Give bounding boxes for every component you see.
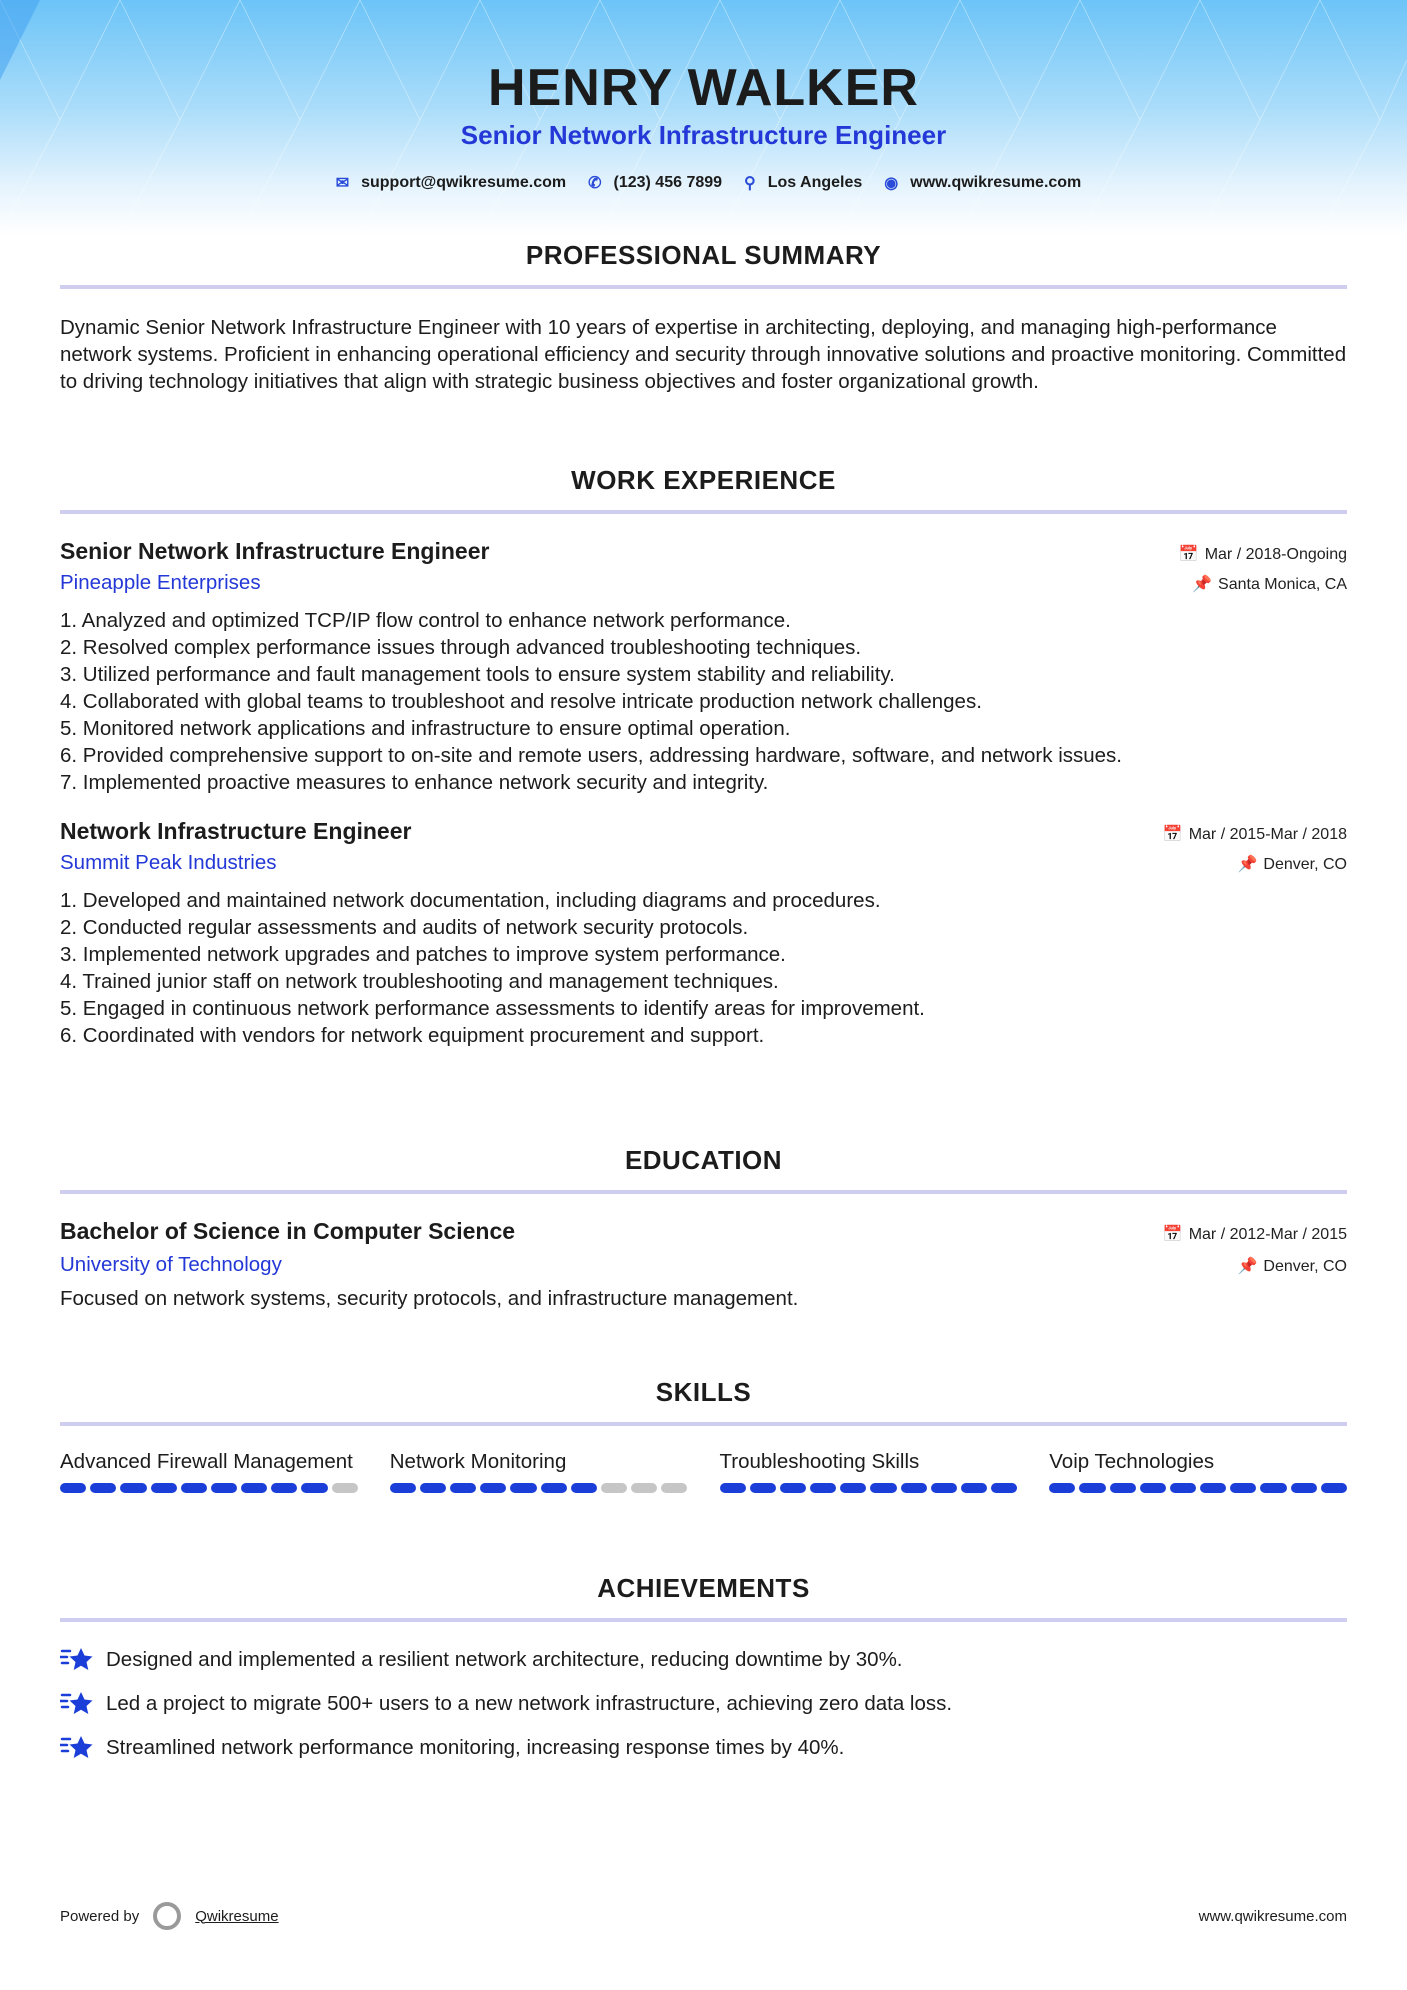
divider [60,1618,1347,1622]
skill-level-bar [390,1483,688,1493]
work-section [60,465,1347,1049]
footer [60,1902,1347,1930]
skill-segment [541,1483,567,1493]
job-title: Senior Network Infrastructure Engineer [60,538,490,564]
contact-phone: (123) 456 7899 [613,174,723,191]
edu-date: Mar / 2012-Mar / 2015 [1188,1226,1347,1243]
achievement-item [60,1682,1347,1726]
skill-level-bar [60,1483,358,1493]
divider [60,285,1347,289]
star-icon [60,1689,94,1719]
skill-segment [151,1483,177,1493]
skill-segment [1079,1483,1105,1493]
company-name: Summit Peak Industries [60,851,277,874]
skill-segment [720,1483,746,1493]
edu-description: Focused on network systems, security protocols, and infrastructure management. [60,1287,799,1310]
skill-segment [120,1483,146,1493]
pin-icon: 📌 [1237,1258,1258,1275]
skill-name: Troubleshooting Skills [719,1450,920,1473]
list-item: 6. Coordinated with vendors for network equipment procurement and support. [60,1024,765,1047]
skill-segment [241,1483,267,1493]
list-item: 7. Implemented proactive measures to enhance network security and integrity. [60,771,769,794]
edu-location: Denver, CO [1263,1258,1347,1275]
skill-segment [1200,1483,1226,1493]
list-item: 1. Analyzed and optimized TCP/IP flow control to enhance network performance. [60,609,791,632]
skill-segment [991,1483,1017,1493]
skill-item [1049,1448,1347,1493]
calendar-icon: 📅 [1162,826,1183,843]
skill-segment [301,1483,327,1493]
skill-segment [631,1483,657,1493]
header-banner [0,0,1407,235]
skill-level-bar [720,1483,1018,1493]
brand-link[interactable]: Qwikresume [195,1907,279,1925]
skill-segment [601,1483,627,1493]
list-item: 4. Collaborated with global teams to troubleshoot and resolve intricate production network challenges. [60,690,982,713]
skill-segment [571,1483,597,1493]
list-item: 6. Provided comprehensive support to on-site and remote users, addressing hardware, software, and network issues. [60,744,1122,767]
school-name: University of Technology [60,1253,282,1276]
skill-item [60,1448,358,1493]
powered-by-label: Powered by [60,1907,140,1925]
job-entry [60,538,1347,796]
achievements-section [60,1573,1347,1770]
achievement-text: Streamlined network performance monitoring, increasing response times by 40%. [106,1736,845,1759]
divider [60,1422,1347,1426]
skill-segment [1230,1483,1256,1493]
list-item: 3. Implemented network upgrades and patches to improve system performance. [60,943,786,966]
achievement-item [60,1726,1347,1770]
skill-segment [810,1483,836,1493]
summary-text: Dynamic Senior Network Infrastructure Engineer with 10 years of expertise in architecting, deploying, and managing high-performance network systems. Proficient in enhancing operational efficiency and security through innovative solutions and proactive monitoring. Committed to driving technology initiatives that align with strategic business objectives and foster organizational growth. [60,316,1347,393]
skill-segment [332,1483,358,1493]
list-item: 5. Engaged in continuous network performance assessments to identify areas for improvement. [60,997,925,1020]
skill-level-bar [1049,1483,1347,1493]
degree: Bachelor of Science in Computer Science [60,1218,516,1244]
list-item: 2. Conducted regular assessments and audits of network security protocols. [60,916,749,939]
job-entry [60,818,1347,1049]
list-item: 4. Trained junior staff on network troubleshooting and management techniques. [60,970,779,993]
skills-section [60,1377,1347,1493]
summary-section [60,240,1347,395]
skill-segment [271,1483,297,1493]
list-item: 1. Developed and maintained network documentation, including diagrams and procedures. [60,889,881,912]
skill-segment [1140,1483,1166,1493]
skill-segment [661,1483,687,1493]
job-date: Mar / 2015-Mar / 2018 [1188,826,1347,843]
skill-segment [961,1483,987,1493]
pin-icon: 📌 [1192,576,1213,593]
skill-segment [750,1483,776,1493]
skill-segment [840,1483,866,1493]
job-bullets [60,607,1347,796]
section-heading: PROFESSIONAL SUMMARY [525,240,882,270]
skill-segment [390,1483,416,1493]
globe-icon: ◉ [884,175,899,192]
candidate-name: HENRY WALKER [488,59,919,117]
skill-segment [1291,1483,1317,1493]
skill-item [720,1448,1018,1493]
skill-segment [450,1483,476,1493]
job-title: Network Infrastructure Engineer [60,818,412,844]
achievement-item [60,1638,1347,1682]
skill-segment [510,1483,536,1493]
skill-name: Advanced Firewall Management [60,1450,353,1473]
job-date: Mar / 2018-Ongoing [1204,546,1347,563]
map-pin-icon: ⚲ [744,175,756,192]
company-name: Pineapple Enterprises [60,571,261,594]
list-item: 5. Monitored network applications and infrastructure to ensure optimal operation. [60,717,791,740]
section-heading: SKILLS [655,1377,752,1407]
phone-icon: ✆ [588,175,602,192]
list-item: 3. Utilized performance and fault management tools to ensure system stability and reliability. [60,663,895,686]
star-icon [60,1645,94,1675]
skill-segment [1170,1483,1196,1493]
footer-website[interactable]: www.qwikresume.com [1198,1907,1347,1925]
candidate-title: Senior Network Infrastructure Engineer [460,120,947,150]
list-item: 2. Resolved complex performance issues through advanced troubleshooting techniques. [60,636,862,659]
section-heading: WORK EXPERIENCE [571,465,836,495]
envelope-icon: ✉ [335,175,350,192]
section-heading: EDUCATION [624,1145,783,1175]
skill-segment [90,1483,116,1493]
skill-segment [181,1483,207,1493]
skill-segment [1260,1483,1286,1493]
skill-item [390,1448,688,1493]
skill-segment [1321,1483,1347,1493]
divider [60,1190,1347,1194]
skill-segment [1110,1483,1136,1493]
contact-email[interactable]: support@qwikresume.com [361,174,567,191]
job-location: Denver, CO [1263,856,1347,873]
pin-icon: 📌 [1237,856,1258,873]
skill-segment [931,1483,957,1493]
contact-website[interactable]: www.qwikresume.com [910,174,1082,191]
skill-segment [211,1483,237,1493]
education-section [60,1145,1347,1312]
divider [60,510,1347,514]
contact-location: Los Angeles [767,174,863,191]
job-bullets [60,887,1347,1049]
skill-segment [901,1483,927,1493]
calendar-icon: 📅 [1178,546,1199,563]
star-icon [60,1733,94,1763]
qwikresume-logo-icon [153,1902,181,1930]
skill-segment [60,1483,86,1493]
skill-segment [780,1483,806,1493]
skill-segment [870,1483,896,1493]
calendar-icon: 📅 [1162,1226,1183,1243]
skill-segment [420,1483,446,1493]
job-location: Santa Monica, CA [1218,576,1347,593]
skill-segment [480,1483,506,1493]
achievement-text: Led a project to migrate 500+ users to a new network infrastructure, achieving zero data loss. [106,1692,953,1715]
skill-segment [1049,1483,1075,1493]
skill-name: Network Monitoring [389,1450,567,1473]
contact-row [0,173,1407,193]
skill-name: Voip Technologies [1049,1450,1215,1473]
section-heading: ACHIEVEMENTS [597,1573,810,1603]
achievement-text: Designed and implemented a resilient network architecture, reducing downtime by 30%. [106,1648,903,1671]
